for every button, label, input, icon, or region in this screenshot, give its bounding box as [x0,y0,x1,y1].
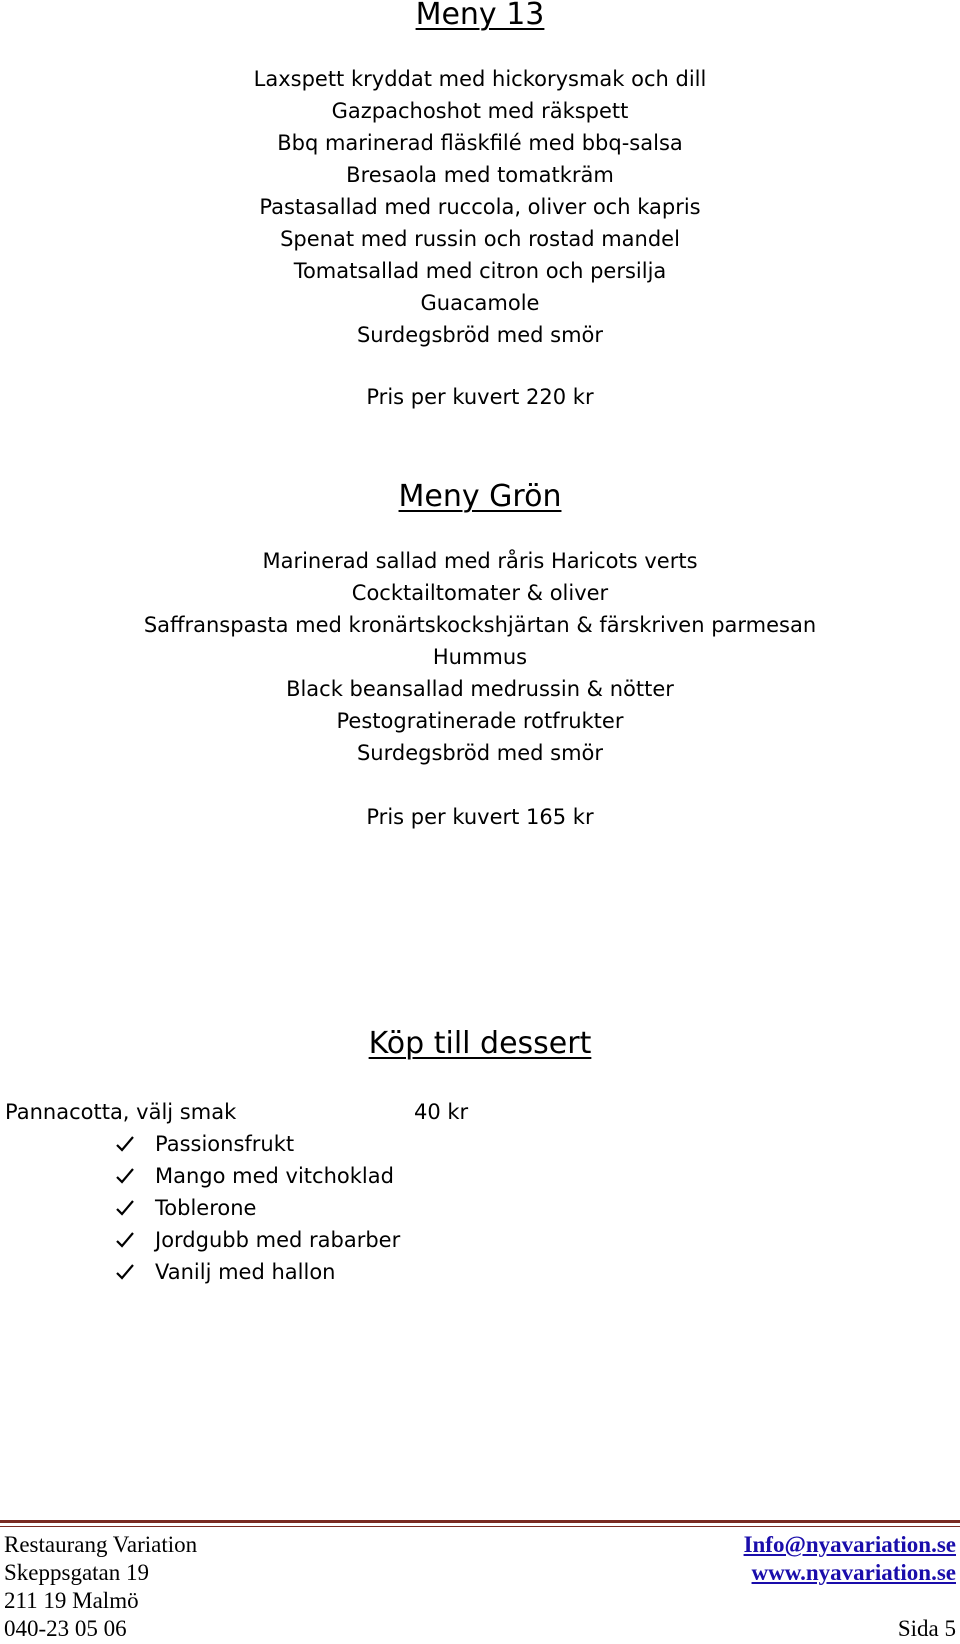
list-item: Spenat med russin och rostad mandel [280,227,680,251]
checkmark-icon [115,1166,135,1186]
list-item: Guacamole [420,291,540,315]
checkmark-icon [115,1230,135,1250]
footer-street: Skeppsgatan 19 [4,1560,150,1585]
page-number: Sida 5 [897,1616,956,1641]
list-item: Tomatsallad med citron och persilja [293,259,667,283]
list-item [115,1160,400,1192]
meny-13-item-list [0,63,960,351]
list-item: Pestogratinerade rotfrukter [336,709,624,733]
meny-13-price: Pris per kuvert 220 kr [366,385,594,409]
footer-divider-thin [0,1526,960,1527]
flavor-label: Toblerone [155,1196,257,1220]
section-title-meny-gron: Meny Grön [398,479,562,514]
meny-gron-price: Pris per kuvert 165 kr [366,805,594,829]
list-item: Gazpachoshot med räkspett [331,99,629,123]
dessert-price: 40 kr [414,1100,469,1124]
flavor-label: Passionsfrukt [155,1132,295,1156]
list-item: Bbq marinerad fläskfilé med bbq-salsa [277,131,683,155]
list-item [115,1192,400,1224]
list-item [115,1128,400,1160]
section-title-dessert: Köp till dessert [368,1026,592,1061]
dessert-flavor-list [115,1128,400,1288]
list-item: Laxspett kryddat med hickorysmak och dill [253,67,707,91]
footer-company: Restaurang Variation [4,1532,198,1557]
list-item [115,1256,400,1288]
footer-divider [0,1520,960,1523]
list-item: Pastasallad med ruccola, oliver och kapris [259,195,701,219]
footer-email-link[interactable]: Info@nyavariation.se [743,1532,956,1557]
list-item: Black beansallad medrussin & nötter [286,677,674,701]
footer-city: 211 19 Malmö [4,1588,139,1613]
flavor-label: Mango med vitchoklad [155,1164,394,1188]
dessert-name: Pannacotta, välj smak [5,1100,237,1124]
list-item: Surdegsbröd med smör [356,323,604,347]
list-item [115,1224,400,1256]
section-title-meny-13: Meny 13 [415,0,545,32]
list-item: Saffranspasta med kronärtskockshjärtan & färskriven parmesan [143,613,817,637]
list-item: Hummus [432,645,528,669]
list-item: Marinerad sallad med råris Haricots verts [262,549,698,573]
flavor-label: Jordgubb med rabarber [155,1228,401,1252]
flavor-label: Vanilj med hallon [155,1260,336,1284]
checkmark-icon [115,1134,135,1154]
checkmark-icon [115,1262,135,1282]
footer-phone: 040-23 05 06 [4,1616,127,1641]
checkmark-icon [115,1198,135,1218]
footer-website-link[interactable]: www.nyavariation.se [751,1560,956,1585]
list-item: Surdegsbröd med smör [356,741,604,765]
meny-gron-item-list [0,545,960,769]
list-item: Cocktailtomater & oliver [351,581,609,605]
list-item: Bresaola med tomatkräm [346,163,614,187]
